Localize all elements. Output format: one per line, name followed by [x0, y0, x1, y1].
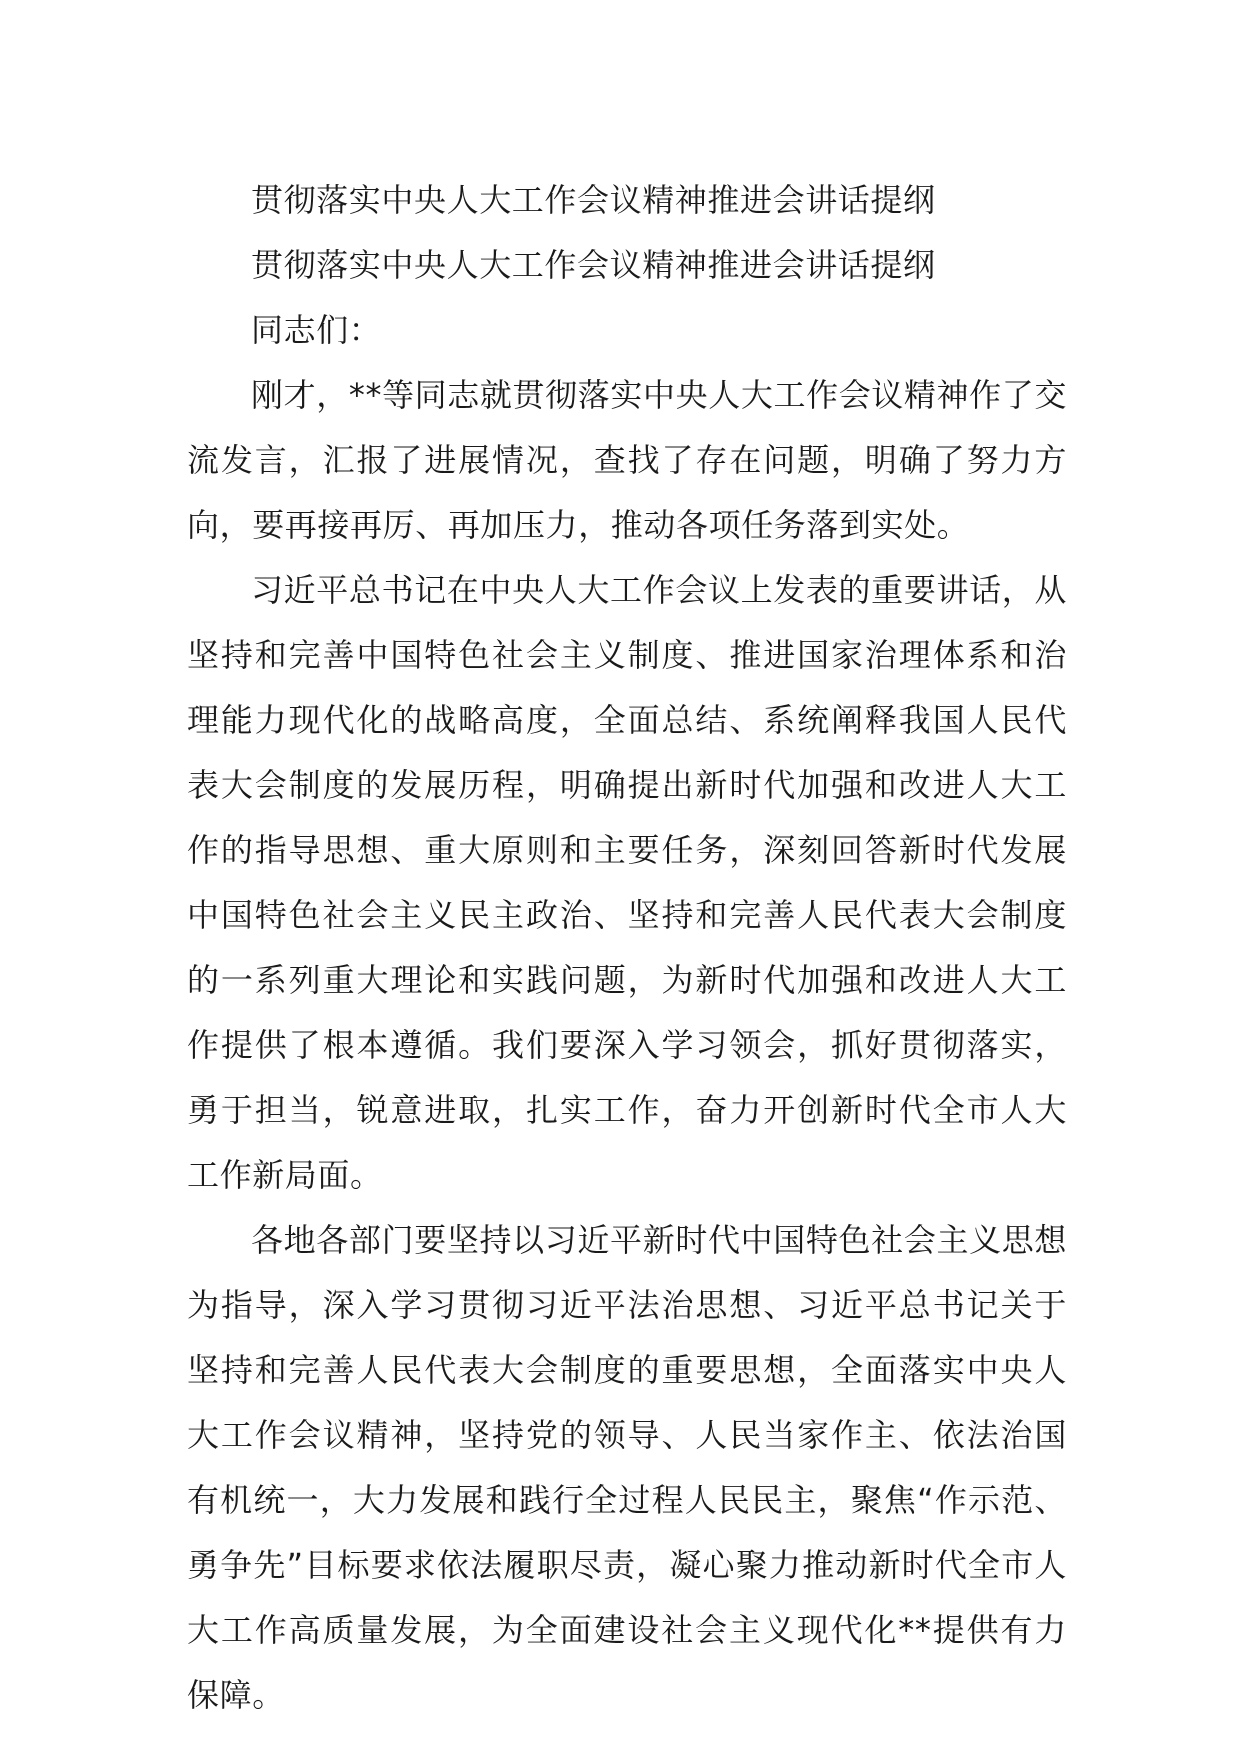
- salutation: 同志们：: [251, 311, 382, 349]
- paragraph-opening: 刚才，**等同志就贯彻落实中央人大工作会议精神作了交流发言，汇报了进展情况，查找了存在问题，明确了努力方向，要再接再厉、再加压力，推动各项任务落到实处。: [187, 376, 1067, 544]
- document-title-line-1: 贯彻落实中央人大工作会议精神推进会讲话提纲: [251, 181, 936, 219]
- paragraph-requirements: 各地各部门要坚持以习近平新时代中国特色社会主义思想为指导，深入学习贯彻习近平法治思想、习近平总书记关于坚持和完善人民代表大会制度的重要思想，全面落实中央人大工作会议精神，坚持党的领导、人民当家作主、依法治国有机统一，大力发展和践行全过程人民民主，聚焦“作示范、勇争先”目标要求依法履职尽责，凝心聚力推动新时代全市人大工作高质量发展，为全面建设社会主义现代化**提供有力保障。: [187, 1221, 1067, 1714]
- document-title-line-2: 贯彻落实中央人大工作会议精神推进会讲话提纲: [251, 246, 936, 284]
- paragraph-speech-summary: 习近平总书记在中央人大工作会议上发表的重要讲话，从坚持和完善中国特色社会主义制度、推进国家治理体系和治理能力现代化的战略高度，全面总结、系统阐释我国人民代表大会制度的发展历程，明确提出新时代加强和改进人大工作的指导思想、重大原则和主要任务，深刻回答新时代发展中国特色社会主义民主政治、坚持和完善人民代表大会制度的一系列重大理论和实践问题，为新时代加强和改进人大工作提供了根本遵循。我们要深入学习领会，抓好贯彻落实，勇于担当，锐意进取，扎实工作，奋力开创新时代全市人大工作新局面。: [187, 571, 1067, 1194]
- document-body: [187, 168, 1067, 1728]
